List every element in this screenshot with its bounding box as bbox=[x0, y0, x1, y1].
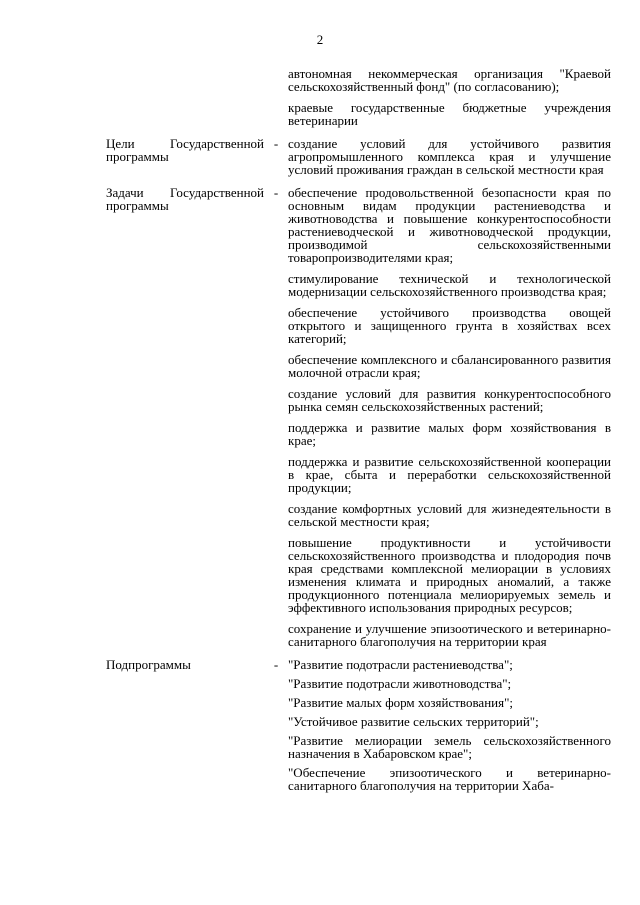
goals-values bbox=[288, 135, 611, 184]
executor-item: краевые государственные бюджетные учреждения ветеринарии bbox=[288, 100, 611, 128]
executor-item: автономная некоммерческая организация "Краевой сельскохозяйственный фонд" (по согласованию); bbox=[288, 66, 611, 94]
task-item: повышение продуктивности и устойчивости сельскохозяйственного производства и плодородия почв края средствами комплексной мелиорации в условиях изменения климата и природных аномалий, а также продукционного потенциала мелиорируемых земель и эффективного использования природных ресурсов; bbox=[288, 535, 611, 615]
subprograms-dash: - bbox=[273, 657, 279, 672]
subprograms-label: Подпрограммы bbox=[106, 657, 191, 672]
task-item: обеспечение комплексного и сбалансированного развития молочной отрасли края; bbox=[288, 352, 611, 380]
task-item: стимулирование технической и технологической модернизации сельскохозяйственного производства края; bbox=[288, 271, 611, 299]
tasks-dash: - bbox=[273, 185, 279, 200]
task-item: обеспечение устойчивого производства овощей открытого и защищенного грунта в хозяйствах всех категорий; bbox=[288, 305, 611, 346]
subprogram-item: "Развитие малых форм хозяйствования"; bbox=[288, 695, 514, 710]
task-item: сохранение и улучшение эпизоотического и ветеринарно-санитарного благополучия на территории края bbox=[288, 621, 611, 649]
subprograms-row bbox=[106, 656, 611, 798]
subprogram-item: "Развитие подотрасли растениеводства"; bbox=[288, 657, 513, 672]
task-item: поддержка и развитие малых форм хозяйствования в крае; bbox=[288, 420, 611, 448]
tasks-values bbox=[288, 184, 611, 656]
executors-row bbox=[106, 65, 611, 135]
executors-label bbox=[106, 65, 264, 67]
page-number: 2 bbox=[316, 32, 324, 47]
tasks-row bbox=[106, 184, 611, 656]
executors-dash bbox=[264, 65, 288, 67]
passport-table bbox=[106, 65, 611, 798]
subprogram-item: "Устойчивое развитие сельских территорий"; bbox=[288, 714, 539, 729]
subprogram-item: "Развитие мелиорации земель сельскохозяйственного назначения в Хабаровском крае"; bbox=[288, 733, 611, 761]
task-item: создание комфортных условий для жизнедеятельности в сельской местности края; bbox=[288, 501, 611, 529]
goals-row bbox=[106, 135, 611, 184]
goal-item: создание условий для устойчивого развития агропромышленного комплекса края и улучшение условий проживания граждан в сельской местности края bbox=[288, 136, 611, 177]
task-item: создание условий для развития конкурентоспособного рынка семян сельскохозяйственных растений; bbox=[288, 386, 611, 414]
executors-values bbox=[288, 65, 611, 135]
goals-label: Цели Государственной программы bbox=[106, 136, 264, 164]
goals-dash: - bbox=[273, 136, 279, 151]
task-item: обеспечение продовольственной безопасности края по основным видам продукции растениеводства и животноводства и повышение конкурентоспособности растениеводческой и животноводческой продукции, производимой сельскохозяйственными товаропроизводителями края; bbox=[288, 185, 611, 265]
tasks-label: Задачи Государственной программы bbox=[106, 185, 264, 213]
subprogram-item: "Развитие подотрасли животноводства"; bbox=[288, 676, 512, 691]
subprogram-item: "Обеспечение эпизоотического и ветеринарно-санитарного благополучия на территории Хаба- bbox=[288, 765, 611, 793]
subprograms-values bbox=[288, 656, 611, 798]
task-item: поддержка и развитие сельскохозяйственной кооперации в крае, сбыта и переработки сельскохозяйственной продукции; bbox=[288, 454, 611, 495]
